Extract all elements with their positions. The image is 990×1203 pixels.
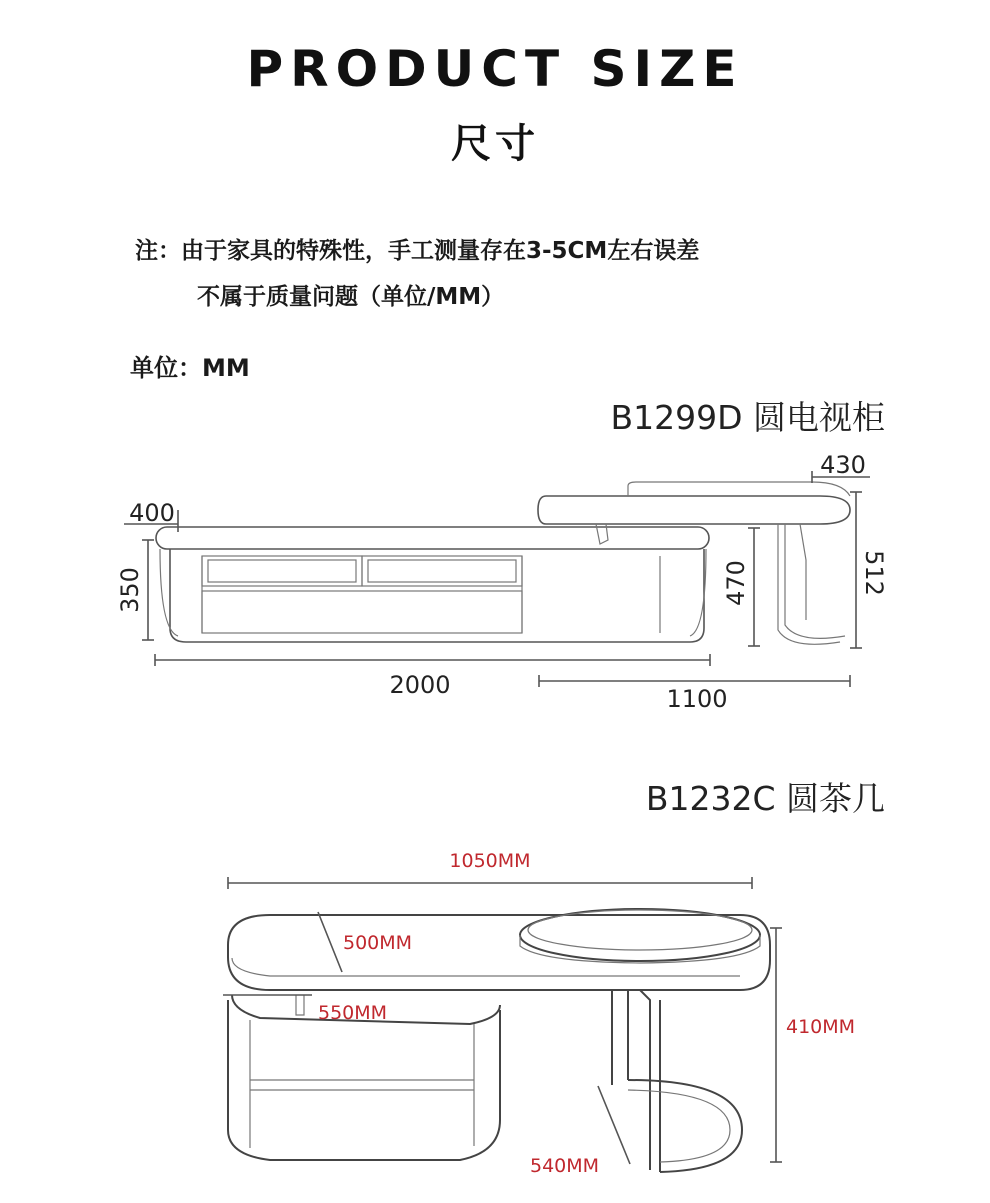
dim-ext-depth: 430 xyxy=(820,451,866,479)
dim-depth: 400 xyxy=(129,499,175,527)
ext-top-slab xyxy=(538,496,850,524)
ct-drum-frame xyxy=(250,1020,474,1148)
dim-line-500 xyxy=(318,912,342,972)
cabinet-shelf-left-inner xyxy=(208,560,356,582)
ct-dim-lower-depth: 550MM xyxy=(318,1002,388,1024)
note-line-1: 注：由于家具的特殊性，手工测量存在3-5CM左右误差 xyxy=(135,238,700,264)
ct-dim-height: 410MM xyxy=(786,1016,856,1038)
cabinet-drawer xyxy=(202,591,522,633)
page-subtitle: 尺寸 xyxy=(451,121,539,167)
dim-width: 2000 xyxy=(389,671,451,699)
ct-dim-width: 1050MM xyxy=(449,850,531,872)
coffee-table-title: B1232C 圆茶几 xyxy=(645,779,885,818)
unit-label: 单位：MM xyxy=(130,354,250,382)
ext-top-upper xyxy=(628,482,850,496)
cabinet-top xyxy=(156,527,709,549)
ct-base-ring xyxy=(628,1080,742,1172)
ct-round-top-side xyxy=(520,935,760,963)
ct-top-slab xyxy=(228,915,770,990)
ct-base-ring-inner xyxy=(628,1090,730,1162)
cabinet-shelf-right-inner xyxy=(368,560,516,582)
note-line-2: 不属于质量问题（单位/MM） xyxy=(197,284,505,310)
tv-cabinet-title: B1299D 圆电视柜 xyxy=(610,398,885,437)
ext-leg xyxy=(778,524,845,644)
dim-ext-width: 1100 xyxy=(666,685,728,713)
cabinet-body xyxy=(170,549,704,642)
ext-leg-inner xyxy=(800,524,806,620)
ct-leg-front xyxy=(612,990,628,1085)
dim-height: 350 xyxy=(116,567,144,613)
ct-dim-top-depth: 500MM xyxy=(343,932,413,954)
ct-drum-handle xyxy=(296,995,304,1015)
dim-ext-height: 470 xyxy=(722,560,750,606)
ct-dim-base: 540MM xyxy=(530,1155,600,1177)
cabinet-curve xyxy=(160,549,706,636)
dim-ext-total-height: 512 xyxy=(860,550,888,596)
page-title: PRODUCT SIZE xyxy=(246,40,744,98)
dim-line-540 xyxy=(598,1086,630,1164)
